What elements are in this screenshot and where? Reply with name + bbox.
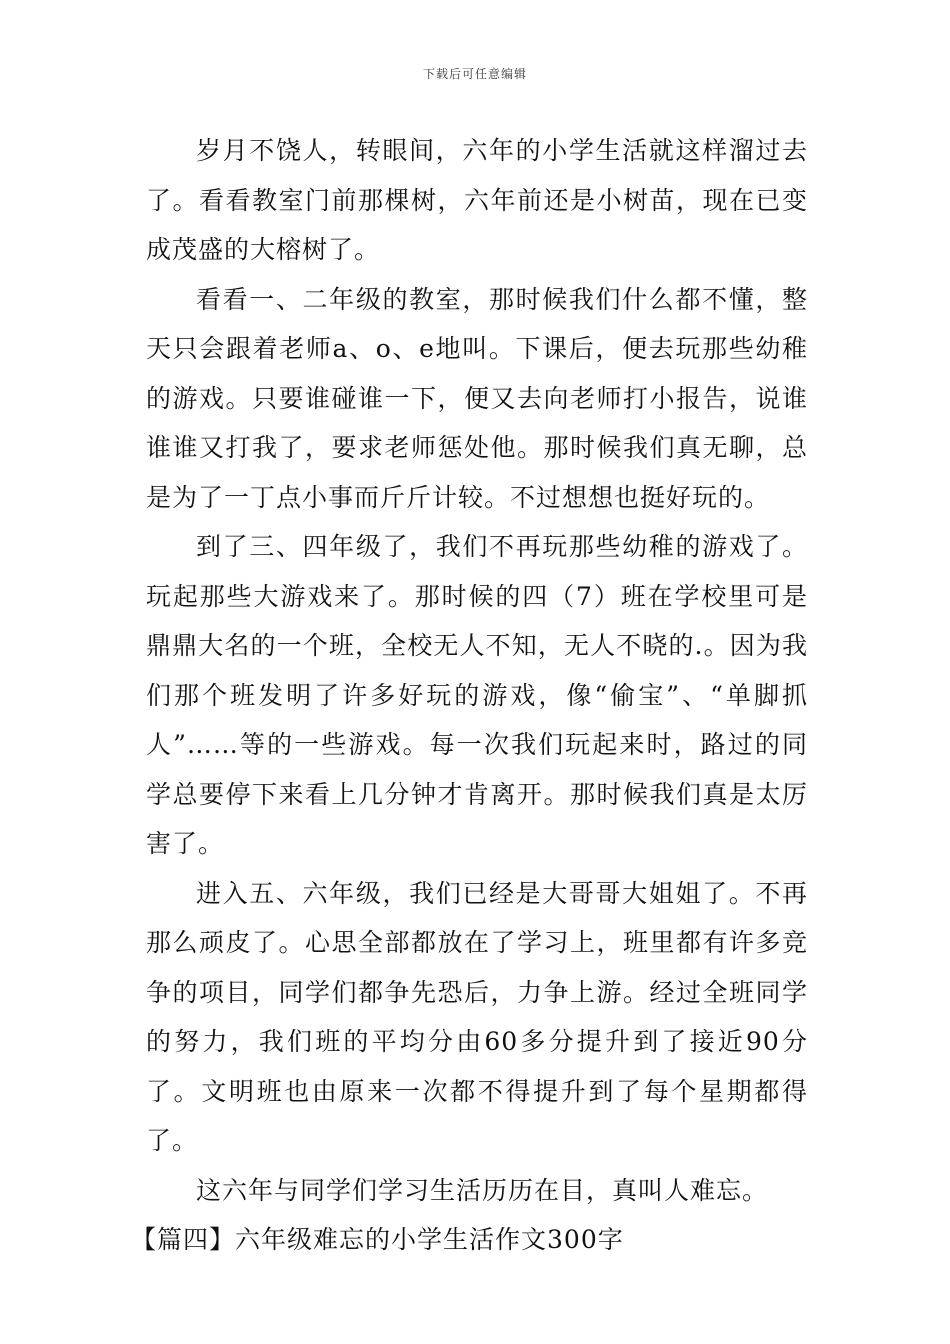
paragraph-5: 这六年与同学们学习生活历历在目，真叫人难忘。 xyxy=(196,1175,769,1205)
document-body xyxy=(131,126,808,1265)
page-header: 下载后可任意编辑 xyxy=(422,67,527,81)
paragraph-1: 岁月不饶人，转眼间，六年的小学生活就这样溜过去了。看看教室门前那棵树，六年前还是小树苗，现在已变成茂盛的大榕树了。 xyxy=(146,136,808,264)
paragraph-2: 看看一、二年级的教室，那时候我们什么都不懂，整天只会跟着老师a、o、e地叫。下课后，便去玩那些幼稚的游戏。只要谁碰谁一下，便又去向老师打小报告，说谁谁谁又打我了，要求老师惩处他。那时候我们真无聊，总是为了一丁点小事而斤斤计较。不过想想也挺好玩的。 xyxy=(146,284,808,512)
paragraph-3: 到了三、四年级了，我们不再玩那些幼稚的游戏了。玩起那些大游戏来了。那时候的四（7）班在学校里可是鼎鼎大名的一个班，全校无人不知，无人不晓的.。因为我们那个班发明了许多好玩的游戏，像“偷宝”、“单脚抓人”……等的一些游戏。每一次我们玩起来时，路过的同学总要停下来看上几分钟才肯离开。那时候我们真是太厉害了。 xyxy=(146,532,808,858)
paragraph-4: 进入五、六年级，我们已经是大哥哥大姐姐了。不再那么顽皮了。心思全部都放在了学习上，班里都有许多竞争的项目，同学们都争先恐后，力争上游。经过全班同学的努力，我们班的平均分由60多分提升到了接近90分了。文明班也由原来一次都不得提升到了每个星期都得了。 xyxy=(146,878,808,1155)
section-title: 【篇四】六年级难忘的小学生活作文300字 xyxy=(131,1225,624,1254)
